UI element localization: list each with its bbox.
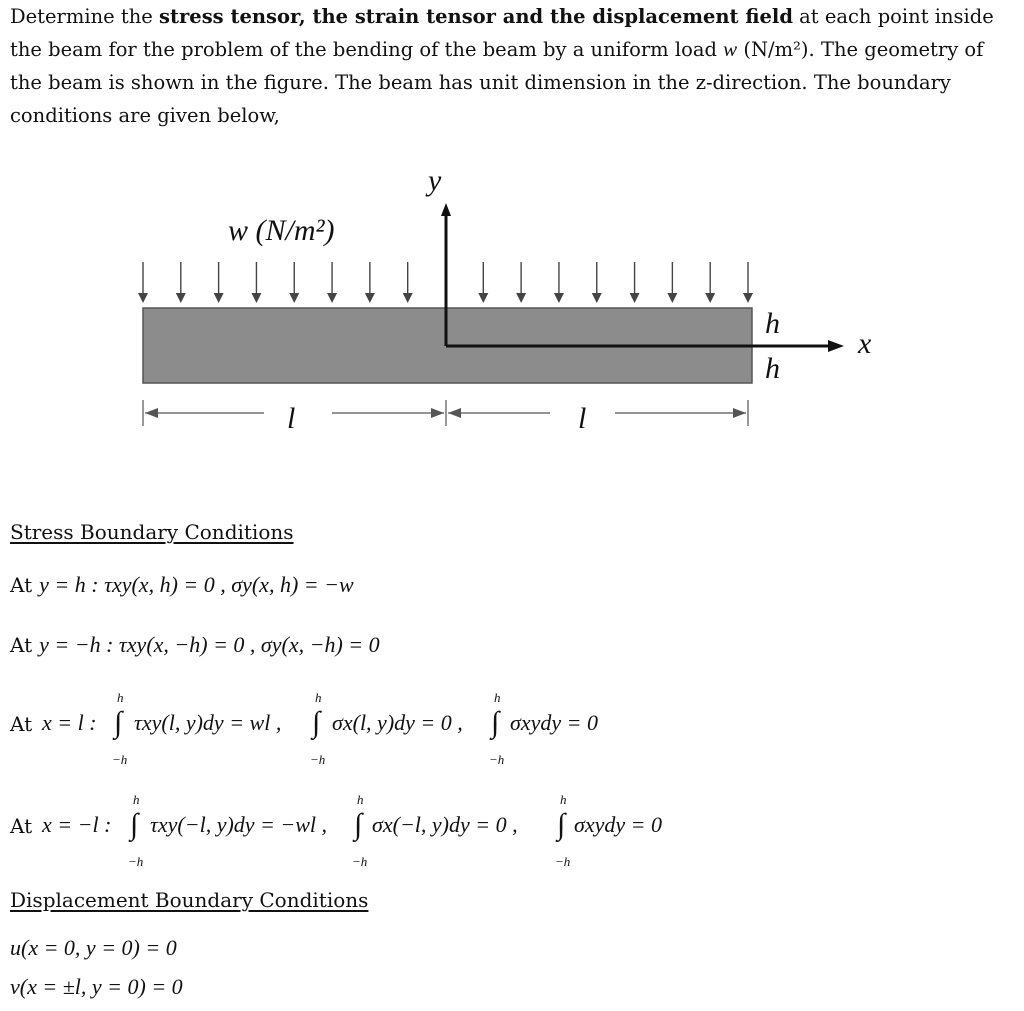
upper-limit: h (357, 792, 364, 807)
eq2-text: y = −h : τxy(x, −h) = 0 , σy(x, −h) = 0 (39, 632, 380, 657)
lower-limit: −h (352, 854, 368, 869)
integral-sign: ∫ (312, 706, 321, 739)
load-arrowhead (289, 293, 299, 303)
integral-sign: ∫ (491, 706, 500, 739)
x-axis-label: x (858, 327, 872, 360)
length-left: l (287, 402, 296, 435)
upper-limit: h (117, 690, 124, 705)
upper-limit: h (133, 792, 140, 807)
y-axis-arrowhead (441, 203, 451, 216)
upper-limit: h (315, 690, 322, 705)
dim-arrow-right-a (448, 408, 461, 418)
half-depth-top: h (765, 307, 780, 340)
lower-limit: −h (128, 854, 144, 869)
load-arrowhead (214, 293, 224, 303)
eq4-integrand-1: τxy(−l, y)dy = −wl , (150, 812, 328, 837)
eq3-integrand-1: τxy(l, y)dy = wl , (134, 710, 282, 735)
y-axis-label: y (428, 164, 442, 197)
displacement-bc-eq2: v(x = ±l, y = 0) = 0 (10, 974, 183, 999)
load-arrowhead (554, 293, 564, 303)
dim-arrow-left-b (431, 408, 444, 418)
load-label: w (N/m²) (228, 214, 335, 247)
load-arrowhead (327, 293, 337, 303)
length-right: l (578, 402, 587, 435)
eq4-integrand-2: σx(−l, y)dy = 0 , (372, 812, 518, 837)
upper-limit: h (494, 690, 501, 705)
eq3-integrand-2: σx(l, y)dy = 0 , (332, 710, 463, 735)
lower-limit: −h (310, 752, 326, 767)
intro-text-2: at each point inside the beam for the problem of the bending of the beam by a uniform load (10, 5, 994, 61)
lower-limit: −h (555, 854, 571, 869)
stress-bc-title: Stress Boundary Conditions (10, 520, 294, 544)
intro-text-3: (N/m²). The geometry of the beam is shown in the figure. The beam has unit dimension in the z-direction. The boundary conditions are given below, (10, 38, 984, 127)
upper-limit: h (560, 792, 567, 807)
load-arrowhead (667, 293, 677, 303)
load-arrowhead (743, 293, 753, 303)
load-arrowhead (138, 293, 148, 303)
load-symbol: w (723, 37, 738, 61)
load-arrowhead (630, 293, 640, 303)
at-label: At (10, 633, 33, 657)
at-label: At (10, 814, 33, 838)
eq3-condition: x = l : (42, 710, 97, 735)
at-label: At (10, 573, 33, 597)
dim-arrow-left-a (145, 408, 158, 418)
load-arrowhead (251, 293, 261, 303)
x-axis-arrowhead (828, 340, 844, 352)
integral-sign: ∫ (114, 706, 123, 739)
integral-sign: ∫ (130, 808, 139, 841)
eq3-integrand-3: σxydy = 0 (510, 710, 598, 735)
load-arrowhead (705, 293, 715, 303)
load-arrowhead (403, 293, 413, 303)
displacement-bc-eq1: u(x = 0, y = 0) = 0 (10, 935, 177, 960)
lower-limit: −h (489, 752, 505, 767)
lower-limit: −h (112, 752, 128, 767)
integral-sign: ∫ (557, 808, 566, 841)
eq1-text: y = h : τxy(x, h) = 0 , σy(x, h) = −w (39, 572, 354, 597)
load-arrowhead (365, 293, 375, 303)
half-depth-bottom: h (765, 352, 780, 385)
load-arrowhead (516, 293, 526, 303)
dim-arrow-right-b (733, 408, 746, 418)
stress-bc-eq1 (10, 572, 354, 598)
load-arrowhead (592, 293, 602, 303)
load-arrowhead (176, 293, 186, 303)
at-label: At (10, 712, 33, 736)
displacement-bc-title: Displacement Boundary Conditions (10, 888, 369, 912)
intro-bold: stress tensor, the strain tensor and the displacement field (159, 5, 793, 28)
eq4-condition: x = −l : (42, 812, 112, 837)
eq4-integrand-3: σxydy = 0 (574, 812, 662, 837)
integral-sign: ∫ (354, 808, 363, 841)
intro-text-1: Determine the (10, 5, 160, 28)
load-arrowhead (478, 293, 488, 303)
stress-bc-eq2 (10, 632, 380, 658)
